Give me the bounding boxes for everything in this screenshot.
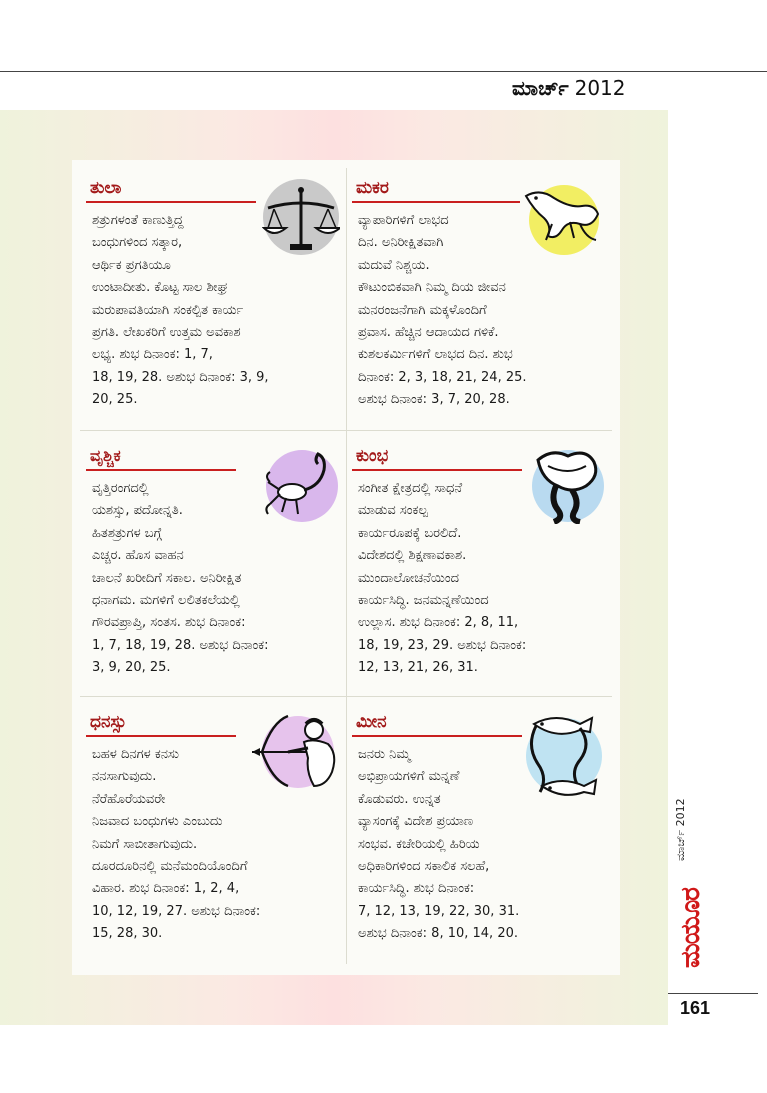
footer-rule bbox=[668, 993, 758, 994]
text-line: ಅಧಿಕಾರಿಗಳಿಂದ ಸಕಾಲಿಕ ಸಲಹೆ, bbox=[358, 859, 490, 875]
sign-title: ಧನಸ್ಸು bbox=[90, 712, 127, 732]
header-rule bbox=[0, 71, 767, 72]
text-line: ಮದುವೆ ನಿಶ್ಚಯ. bbox=[358, 257, 430, 273]
header-month: ಮಾರ್ಚ್ bbox=[512, 76, 569, 100]
text-line: 7, 12, 13, 19, 22, 30, 31. bbox=[358, 903, 520, 919]
header-year: 2012 bbox=[574, 76, 626, 100]
text-line: 18, 19, 28. ಅಶುಭ ದಿನಾಂಕ: 3, 9, bbox=[92, 369, 269, 385]
text-line: 10, 12, 19, 27. ಅಶುಭ ದಿನಾಂಕ: bbox=[92, 903, 261, 919]
sign-title: ಮೀನ bbox=[356, 712, 387, 732]
text-line: ಮುಂದಾಲೋಚನೆಯಿಂದ bbox=[358, 570, 459, 586]
text-line: ನೆರೆಹೊರೆಯವರೇ bbox=[92, 791, 166, 807]
text-line: ಕೌಟುಂಬಿಕವಾಗಿ ನಿಮ್ಮ ದಿಯ ಜೀವನ bbox=[358, 280, 506, 296]
text-line: ಕಾರ್ಯಸಿದ್ಧಿ. ಜನಮನ್ನಣೆಯಿಂದ bbox=[358, 593, 489, 609]
text-line: ದೂರದೂರಿನಲ್ಲಿ ಮನೆಮಂದಿಯೊಂದಿಗೆ bbox=[92, 859, 248, 875]
text-line: 18, 19, 23, 29. ಅಶುಭ ದಿನಾಂಕ: bbox=[358, 637, 527, 653]
text-line: ಸಂಭವ. ಕಚೇರಿಯಲ್ಲಿ ಹಿರಿಯ bbox=[358, 836, 480, 852]
sign-text bbox=[92, 744, 342, 946]
text-line: ಮನರಂಜನೆಗಾಗಿ ಮಕ್ಕಳೊಂದಿಗೆ bbox=[358, 302, 487, 318]
text-line: ಚಾಲನೆ ಖರೀದಿಗೆ ಸಕಾಲ. ಅನಿರೀಕ್ಷಿತ bbox=[92, 570, 242, 586]
text-line: ಧನಾಗಮ. ಮಗಳಿಗೆ ಲಲಿತಕಲೆಯಲ್ಲಿ bbox=[92, 593, 240, 609]
text-line: ಬಂಧುಗಳಿಂದ ಸತ್ಕಾರ, bbox=[92, 235, 183, 251]
text-line: ಆರ್ಥಿಕ ಪ್ರಗತಿಯೂ bbox=[92, 257, 171, 273]
title-underline bbox=[352, 201, 520, 203]
text-line: ಕಾರ್ಯಸಿದ್ಧಿ. ಶುಭ ದಿನಾಂಕ: bbox=[358, 881, 475, 897]
sign-title: ಕುಂಭ bbox=[356, 446, 389, 466]
text-line: ಜನರು ನಿಮ್ಮ bbox=[358, 747, 411, 762]
text-line: ಮರುಪಾವತಿಯಾಗಿ ಸಂಕಲ್ಪಿತ ಕಾರ್ಯ bbox=[92, 302, 244, 318]
sign-card-pisces bbox=[346, 698, 608, 958]
title-underline bbox=[86, 469, 236, 471]
title-underline bbox=[352, 735, 522, 737]
text-line: 3, 9, 20, 25. bbox=[92, 660, 171, 676]
text-line: ಕುಶಲಕರ್ಮಿಗಳಿಗೆ ಲಾಭದ ದಿನ. ಶುಭ bbox=[358, 347, 513, 363]
text-line: ಗೌರವಪ್ರಾಪ್ತಿ, ಸಂತಸ. ಶುಭ ದಿನಾಂಕ: bbox=[92, 615, 246, 631]
sign-text bbox=[358, 744, 608, 946]
sign-text bbox=[92, 210, 342, 412]
text-line: ಉಲ್ಲಾಸ. ಶುಭ ದಿನಾಂಕ: 2, 8, 11, bbox=[358, 615, 519, 631]
text-line: ವಿಹಾರ. ಶುಭ ದಿನಾಂಕ: 1, 2, 4, bbox=[92, 881, 240, 897]
text-line: ಅಶುಭ ದಿನಾಂಕ: 3, 7, 20, 28. bbox=[358, 392, 510, 408]
sign-text bbox=[358, 210, 608, 412]
text-line: 1, 7, 18, 19, 28. ಅಶುಭ ದಿನಾಂಕ: bbox=[92, 637, 269, 653]
text-line: ವಿದೇಶದಲ್ಲಿ ಶಿಕ್ಷಣಾವಕಾಶ. bbox=[358, 548, 467, 564]
text-line: ಬಹಳ ದಿನಗಳ ಕನಸು bbox=[92, 747, 179, 762]
text-line: ಉಂಟಾದೀತು. ಕೊಟ್ಟ ಸಾಲ ಶೀಘ್ರ bbox=[92, 280, 228, 296]
text-line: 12, 13, 21, 26, 31. bbox=[358, 660, 478, 676]
text-line: ಯಶಸ್ಸು, ಪದೋನ್ನತಿ. bbox=[92, 503, 183, 519]
sign-card-libra bbox=[80, 164, 342, 424]
text-line: ಪ್ರಗತಿ. ಲೇಖಕರಿಗೆ ಉತ್ತಮ ಅವಕಾಶ bbox=[92, 325, 241, 341]
row-divider bbox=[80, 696, 612, 697]
text-line: ಪ್ರವಾಸ. ಹೆಚ್ಚಿನ ಆದಾಯದ ಗಳಿಕೆ. bbox=[358, 325, 499, 341]
sign-card-capricorn bbox=[346, 164, 608, 424]
sign-text bbox=[92, 478, 342, 680]
sign-text bbox=[358, 478, 608, 680]
text-line: ನಿಜವಾದ ಬಂಧುಗಳು ಎಂಬುದು bbox=[92, 814, 223, 830]
text-line: ನನಸಾಗುವುದು. bbox=[92, 769, 157, 785]
sign-title: ಮಕರ bbox=[356, 178, 389, 198]
magazine-logo: ಮಯೂರ bbox=[676, 888, 706, 968]
text-line: ವ್ಯಾಸಂಗಕ್ಕೆ ವಿದೇಶ ಪ್ರಯಾಣ bbox=[358, 814, 474, 830]
row-divider bbox=[80, 430, 612, 431]
sign-title: ವೃಶ್ಚಿಕ bbox=[90, 446, 121, 465]
text-line: ದಿನಾಂಕ: 2, 3, 18, 21, 24, 25. bbox=[358, 369, 527, 385]
sign-card-aquarius bbox=[346, 432, 608, 692]
text-line: ಶತ್ರುಗಳಂತೆ ಕಾಣುತ್ತಿದ್ದ bbox=[92, 213, 184, 228]
sign-card-scorpio bbox=[80, 432, 342, 692]
text-line: ಮಾಡುವ ಸಂಕಲ್ಪ bbox=[358, 503, 428, 519]
text-line: ಎಚ್ಚರ. ಹೊಸ ವಾಹನ bbox=[92, 548, 184, 564]
text-line: ಲಭ್ಯ. ಶುಭ ದಿನಾಂಕ: 1, 7, bbox=[92, 347, 213, 363]
title-underline bbox=[86, 201, 256, 203]
text-line: ಹಿತಶತ್ರುಗಳ ಬಗ್ಗೆ bbox=[92, 525, 162, 541]
sign-title: ತುಲಾ bbox=[90, 178, 122, 198]
text-line: ವೃತ್ತಿರಂಗದಲ್ಲಿ bbox=[92, 481, 149, 496]
text-line: ವ್ಯಾಪಾರಿಗಳಿಗೆ ಲಾಭದ bbox=[358, 213, 449, 228]
text-line: ಕೊಡುವರು. ಉನ್ನತ bbox=[358, 791, 441, 807]
text-line: ಅಭಿಪ್ರಾಯಗಳಿಗೆ ಮನ್ನಣೆ bbox=[358, 769, 460, 785]
text-line: ಕಾರ್ಯರೂಪಕ್ಕೆ ಬರಲಿದೆ. bbox=[358, 525, 462, 541]
sidebar-month-year: ಮಾರ್ಚ್ 2012 bbox=[674, 798, 687, 862]
text-line: ಸಂಗೀತ ಕ್ಷೇತ್ರದಲ್ಲಿ ಸಾಧನೆ bbox=[358, 481, 463, 496]
title-underline bbox=[352, 469, 522, 471]
text-line: 20, 25. bbox=[92, 392, 138, 408]
sign-card-sagittarius bbox=[80, 698, 342, 958]
text-line: 15, 28, 30. bbox=[92, 926, 163, 942]
page-number: 161 bbox=[680, 998, 711, 1018]
page-header bbox=[512, 76, 626, 100]
text-line: ದಿನ. ಅನಿರೀಕ್ಷಿತವಾಗಿ bbox=[358, 235, 444, 251]
text-line: ನಿಮಗೆ ಸಾಬೀತಾಗುವುದು. bbox=[92, 836, 198, 852]
text-line: ಅಶುಭ ದಿನಾಂಕ: 8, 10, 14, 20. bbox=[358, 926, 518, 942]
title-underline bbox=[86, 735, 236, 737]
